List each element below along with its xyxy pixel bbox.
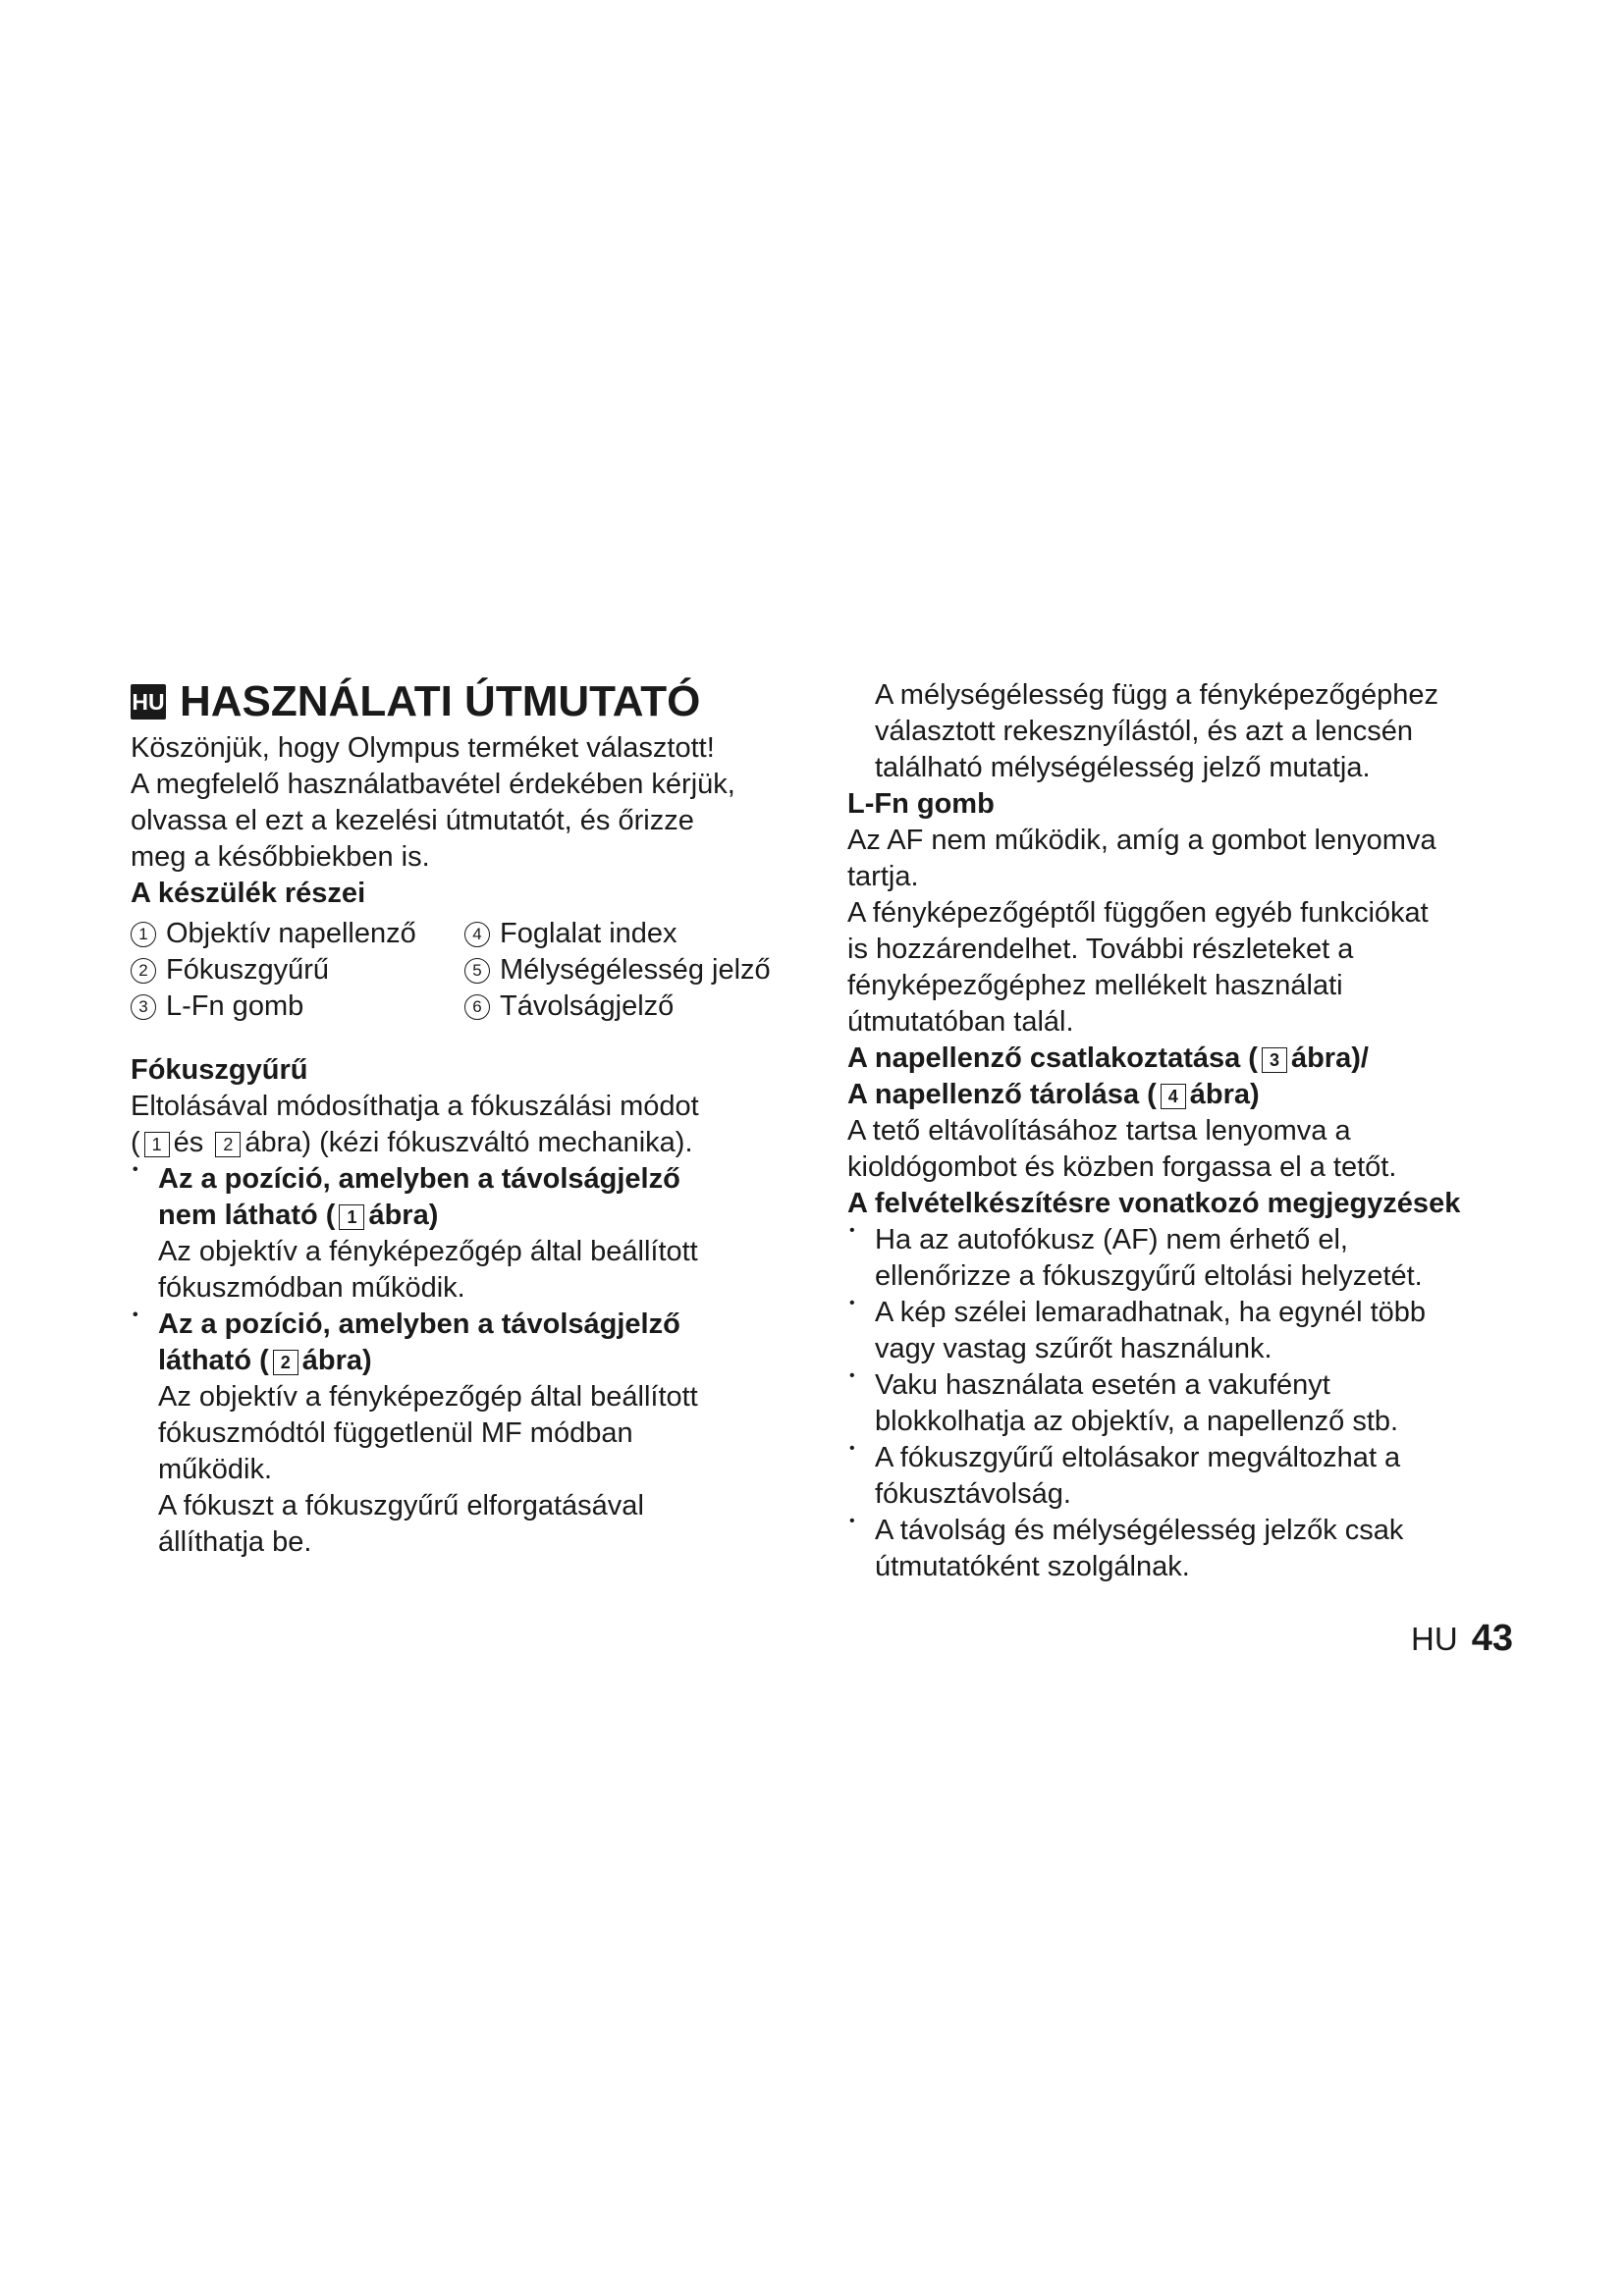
left-column bbox=[131, 677, 808, 1561]
parts-heading: A készülék részei bbox=[131, 878, 366, 909]
part-label: Távolságjelző bbox=[500, 990, 675, 1022]
figure-ref: 1 bbox=[339, 1204, 364, 1230]
text-fragment: A napellenző tárolása ( bbox=[847, 1079, 1157, 1110]
intro-line: olvassa el ezt a kezelési útmutatót, és őrizze bbox=[131, 805, 694, 836]
text-fragment: látható ( bbox=[158, 1345, 269, 1376]
note-text: • A kép szélei lemaradhatnak, ha egynél több bbox=[875, 1297, 1427, 1328]
lfn-text: tartja. bbox=[847, 861, 919, 892]
lfn-text: fényképezőgéphez mellékelt használati bbox=[847, 970, 1343, 1001]
bullet-position-visible bbox=[131, 1307, 808, 1561]
bullet-text: állíthatja be. bbox=[158, 1526, 312, 1558]
bullet-heading: • Az a pozíció, amelyben a távolságjelző bbox=[158, 1308, 680, 1340]
page-number: 43 bbox=[1471, 1618, 1513, 1659]
part-item bbox=[464, 916, 818, 952]
note-item bbox=[847, 1222, 1535, 1295]
part-number: 2 bbox=[131, 958, 156, 984]
figure-ref: 2 bbox=[215, 1132, 241, 1157]
text-fragment: ( bbox=[131, 1127, 140, 1158]
part-item bbox=[131, 916, 464, 952]
text-fragment: ábra) bbox=[368, 1200, 439, 1231]
part-label: Foglalat index bbox=[500, 918, 677, 949]
title-text: HASZNÁLATI ÚTMUTATÓ bbox=[180, 677, 701, 725]
part-item bbox=[131, 988, 464, 1025]
part-number: 4 bbox=[464, 922, 490, 947]
figure-ref: 1 bbox=[144, 1132, 170, 1157]
hood-heading bbox=[847, 1041, 1535, 1077]
part-item bbox=[464, 988, 818, 1025]
note-text: • Vaku használata esetén a vakufényt bbox=[875, 1369, 1330, 1401]
dof-text: A mélységélesség függ a fényképezőgéphez bbox=[875, 679, 1438, 711]
dof-text: választott rekesznyílástól, és azt a lencsén bbox=[875, 716, 1414, 747]
text-fragment: és bbox=[173, 1127, 204, 1158]
bullet-heading bbox=[158, 1198, 808, 1234]
parts-list bbox=[131, 916, 808, 1025]
page-footer bbox=[1411, 1618, 1513, 1660]
bullet-text: Az objektív a fényképezőgép által beállított bbox=[158, 1381, 698, 1413]
focus-text bbox=[131, 1125, 808, 1161]
bullet-heading bbox=[158, 1343, 808, 1379]
part-number: 3 bbox=[131, 994, 156, 1020]
note-text: ellenőrizze a fókuszgyűrű eltolási helyzetét. bbox=[875, 1260, 1423, 1292]
note-text: • A fókuszgyűrű eltolásakor megváltozhat a bbox=[875, 1442, 1401, 1473]
lfn-text: útmutatóban talál. bbox=[847, 1006, 1074, 1038]
dof-paragraph bbox=[847, 677, 1535, 786]
text-fragment: ábra) (kézi fókuszváltó mechanika). bbox=[244, 1127, 693, 1158]
intro-line: A megfelelő használatbavétel érdekében kérjük, bbox=[131, 769, 735, 800]
intro-line: meg a későbbiekben is. bbox=[131, 841, 430, 873]
part-item bbox=[131, 952, 464, 988]
note-text: vagy vastag szűrőt használunk. bbox=[875, 1333, 1272, 1364]
part-label: Objektív napellenző bbox=[166, 918, 416, 949]
figure-ref: 4 bbox=[1161, 1084, 1186, 1109]
bullet-text: Az objektív a fényképezőgép által beállított bbox=[158, 1236, 698, 1267]
lfn-heading: L-Fn gomb bbox=[847, 788, 995, 820]
dof-text: található mélységélesség jelző mutatja. bbox=[875, 752, 1371, 783]
bullet-text: fókuszmódban működik. bbox=[158, 1272, 465, 1304]
focus-text: Eltolásával módosíthatja a fókuszálási módot bbox=[131, 1091, 699, 1122]
figure-ref: 3 bbox=[1262, 1047, 1287, 1073]
right-column bbox=[847, 677, 1535, 1585]
bullet-text: A fókuszt a fókuszgyűrű elforgatásával bbox=[158, 1490, 644, 1522]
note-text: • A távolság és mélységélesség jelzők csak bbox=[875, 1515, 1404, 1546]
note-item bbox=[847, 1367, 1535, 1440]
bullet-text: fókuszmódtól függetlenül MF módban bbox=[158, 1417, 633, 1449]
page-title bbox=[131, 677, 808, 726]
focus-heading: Fókuszgyűrű bbox=[131, 1054, 308, 1086]
part-number: 6 bbox=[464, 994, 490, 1020]
lfn-text: A fényképezőgéptől függően egyéb funkciókat bbox=[847, 897, 1429, 929]
bullet-text: működik. bbox=[158, 1454, 273, 1485]
text-fragment: nem látható ( bbox=[158, 1200, 336, 1231]
note-text: • Ha az autofókusz (AF) nem érhető el, bbox=[875, 1224, 1348, 1255]
lfn-text: is hozzárendelhet. További részleteket a bbox=[847, 934, 1354, 965]
note-item bbox=[847, 1295, 1535, 1367]
intro-line: Köszönjük, hogy Olympus terméket választott! bbox=[131, 732, 715, 764]
part-item bbox=[464, 952, 818, 988]
note-text: útmutatóként szolgálnak. bbox=[875, 1551, 1190, 1582]
part-number: 5 bbox=[464, 958, 490, 984]
notes-heading: A felvételkészítésre vonatkozó megjegyzések bbox=[847, 1188, 1461, 1219]
note-item bbox=[847, 1513, 1535, 1585]
text-fragment: ábra)/ bbox=[1290, 1042, 1369, 1074]
part-label: Fókuszgyűrű bbox=[166, 954, 330, 986]
note-item bbox=[847, 1440, 1535, 1513]
hood-heading bbox=[847, 1077, 1535, 1113]
lfn-text: Az AF nem működik, amíg a gombot lenyomva bbox=[847, 825, 1436, 856]
figure-ref: 2 bbox=[273, 1350, 298, 1375]
note-text: fókusztávolság. bbox=[875, 1478, 1071, 1510]
bullet-heading: • Az a pozíció, amelyben a távolságjelző bbox=[158, 1163, 680, 1195]
part-label: Mélységélesség jelző bbox=[500, 954, 771, 986]
text-fragment: ábra) bbox=[301, 1345, 372, 1376]
hood-text: kioldógombot és közben forgassa el a tetőt. bbox=[847, 1151, 1397, 1183]
language-badge: HU bbox=[131, 684, 166, 720]
note-text: blokkolhatja az objektív, a napellenző stb. bbox=[875, 1406, 1399, 1437]
hood-text: A tető eltávolításához tartsa lenyomva a bbox=[847, 1115, 1351, 1147]
footer-language: HU bbox=[1411, 1621, 1458, 1657]
bullet-position-hidden bbox=[131, 1161, 808, 1307]
text-fragment: ábra) bbox=[1189, 1079, 1260, 1110]
text-fragment: A napellenző csatlakoztatása ( bbox=[847, 1042, 1258, 1074]
part-number: 1 bbox=[131, 922, 156, 947]
part-label: L-Fn gomb bbox=[166, 990, 304, 1022]
